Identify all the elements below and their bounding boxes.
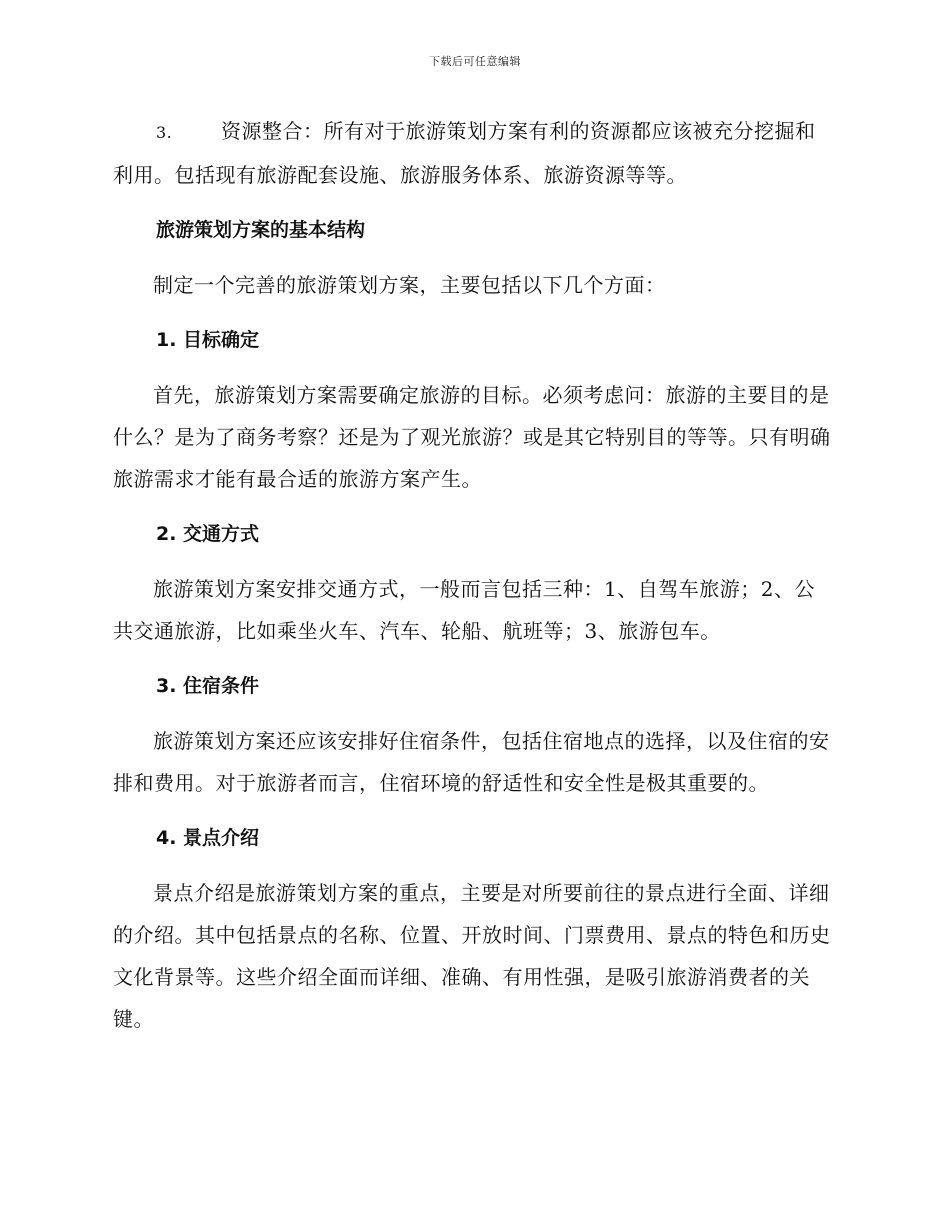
heading-transport: 2. 交通方式 (156, 523, 260, 545)
paragraph-goal: 首先，旅游策划方案需要确定旅游的目标。必须考虑问：旅游的主要目的是什么？是为了商务考察？还是为了观光旅游？或是其它特别目的等等。只有明确旅游需求才能有最合适的旅游方案产生。 (113, 383, 831, 491)
document-body (113, 110, 833, 1053)
list-item-text: 资源整合：所有对于旅游策划方案有利的资源都应该被充分挖掘和利用。包括现有旅游配套设施、旅游服务体系、旅游资源等等。 (113, 119, 816, 187)
paragraph-transport: 旅游策划方案安排交通方式，一般而言包括三种：1、自驾车旅游；2、公共交通旅游，比如乘坐火车、汽车、轮船、航班等；3、旅游包车。 (113, 577, 815, 643)
page-header: 下载后可任意编辑 (429, 55, 521, 68)
heading-goal: 1. 目标确定 (156, 329, 260, 351)
list-number: 3. (156, 123, 173, 142)
section-title: 旅游策划方案的基本结构 (156, 219, 366, 241)
paragraph-attractions: 景点介绍是旅游策划方案的重点，主要是对所要前往的景点进行全面、详细的介绍。其中包括景点的名称、位置、开放时间、门票费用、景点的特色和历史文化背景等。这些介绍全面而详细、准确、有用性强，是吸引旅游消费者的关键。 (113, 881, 831, 1031)
paragraph-accommodation: 旅游策划方案还应该安排好住宿条件，包括住宿地点的选择，以及住宿的安排和费用。对于旅游者而言，住宿环境的舒适性和安全性是极其重要的。 (113, 729, 830, 795)
heading-accommodation: 3. 住宿条件 (156, 675, 260, 697)
intro-paragraph: 制定一个完善的旅游策划方案，主要包括以下几个方面： (153, 273, 666, 297)
list-item-3 (113, 110, 833, 196)
heading-attractions: 4. 景点介绍 (156, 827, 260, 849)
